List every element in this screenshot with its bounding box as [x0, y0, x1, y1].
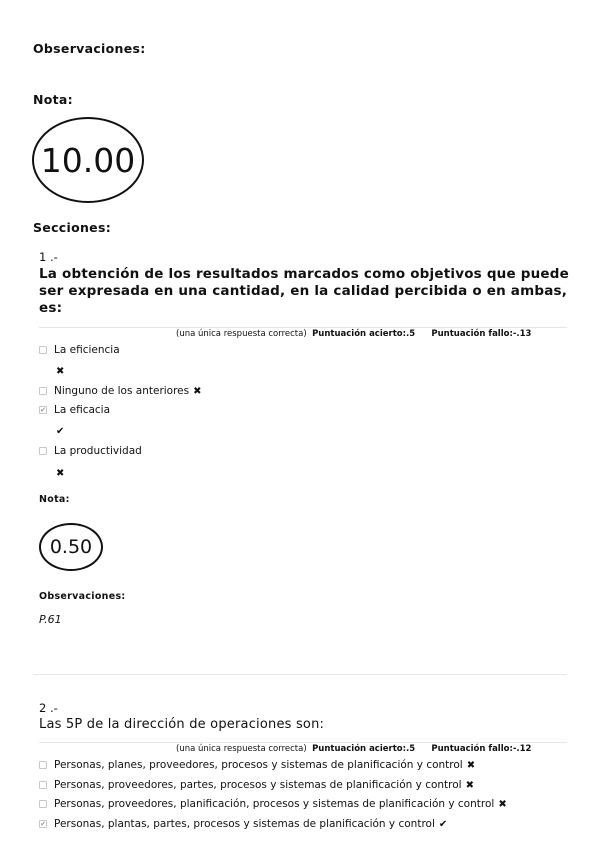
overall-grade-value: 10.00 — [40, 140, 136, 180]
option-label: Ninguno de los anteriores — [54, 385, 190, 397]
question-2-divider — [39, 742, 567, 743]
question-2-option-3[interactable] — [39, 798, 507, 810]
option-checkbox-checked[interactable]: ✔ — [40, 819, 46, 828]
option-label: Personas, planes, proveedores, procesos y sistemas de planificación y control — [54, 759, 463, 771]
wrong-score-value: -.13 — [512, 329, 532, 339]
option-checkbox[interactable] — [39, 447, 47, 455]
option-checkbox[interactable] — [39, 781, 47, 789]
question-1-scoring — [176, 329, 531, 339]
question-type: (una única respuesta correcta) — [176, 744, 307, 754]
overall-grade-badge — [32, 117, 144, 203]
observations-heading: Observaciones: — [33, 41, 146, 56]
wrong-score-value: -.12 — [512, 744, 532, 754]
question-2-option-2[interactable] — [39, 779, 474, 791]
wrong-icon: ✖ — [465, 779, 474, 791]
question-1-text: La obtención de los resultados marcados como objetivos que puede ser expresada en una cantidad, en la calidad percibida o en ambas, es: — [39, 266, 569, 316]
question-1-observations-heading: Observaciones: — [39, 591, 126, 602]
question-1-divider — [39, 327, 567, 328]
question-1-number: 1 .- — [39, 250, 58, 264]
wrong-icon: ✖ — [56, 366, 65, 377]
sections-heading: Secciones: — [33, 220, 111, 235]
question-2-scoring — [176, 744, 531, 754]
correct-icon: ✔ — [56, 426, 65, 437]
option-checkbox[interactable] — [39, 800, 47, 808]
wrong-icon: ✖ — [466, 759, 476, 771]
question-1-grade-value: 0.50 — [49, 536, 93, 558]
wrong-icon: ✖ — [56, 468, 65, 479]
correct-icon: ✔ — [438, 818, 448, 830]
option-label: La productividad — [54, 445, 142, 457]
option-label: Personas, proveedores, partes, procesos y sistemas de planificación y control — [54, 779, 462, 791]
question-1-option-2[interactable] — [39, 385, 202, 397]
correct-score-value: .5 — [406, 744, 416, 754]
option-checkbox[interactable] — [39, 387, 47, 395]
option-checkbox[interactable] — [39, 346, 47, 354]
correct-score-label: Puntuación acierto: — [312, 744, 407, 754]
option-label: Personas, proveedores, planificación, procesos y sistemas de planificación y control — [54, 798, 495, 810]
question-1-option-4[interactable] — [39, 445, 142, 457]
question-2-number: 2 .- — [39, 701, 58, 715]
correct-score-value: .5 — [406, 329, 416, 339]
wrong-score-label: Puntuación fallo: — [431, 744, 513, 754]
wrong-score-label: Puntuación fallo: — [431, 329, 513, 339]
question-separator — [33, 674, 567, 675]
question-type: (una única respuesta correcta) — [176, 329, 307, 339]
question-1-option-1[interactable] — [39, 344, 120, 356]
question-2-text: Las 5P de la dirección de operaciones son: — [39, 717, 325, 732]
option-label: La eficacia — [54, 404, 111, 416]
correct-score-label: Puntuación acierto: — [312, 329, 407, 339]
question-1-option-3[interactable] — [39, 404, 110, 416]
question-1-observations-text: P.61 — [39, 613, 62, 626]
question-1-grade-heading: Nota: — [39, 494, 70, 505]
question-1-grade-badge — [39, 523, 103, 571]
question-2-option-1[interactable] — [39, 759, 475, 771]
option-checkbox-checked[interactable]: ✔ — [40, 405, 46, 414]
option-label: Personas, plantas, partes, procesos y sistemas de planificación y control — [54, 818, 435, 830]
grade-heading: Nota: — [33, 92, 73, 107]
wrong-icon: ✖ — [498, 798, 507, 810]
option-label: La eficiencia — [54, 344, 120, 356]
question-2-option-4[interactable] — [39, 818, 447, 830]
wrong-icon: ✖ — [193, 385, 202, 397]
option-checkbox[interactable] — [39, 761, 47, 769]
